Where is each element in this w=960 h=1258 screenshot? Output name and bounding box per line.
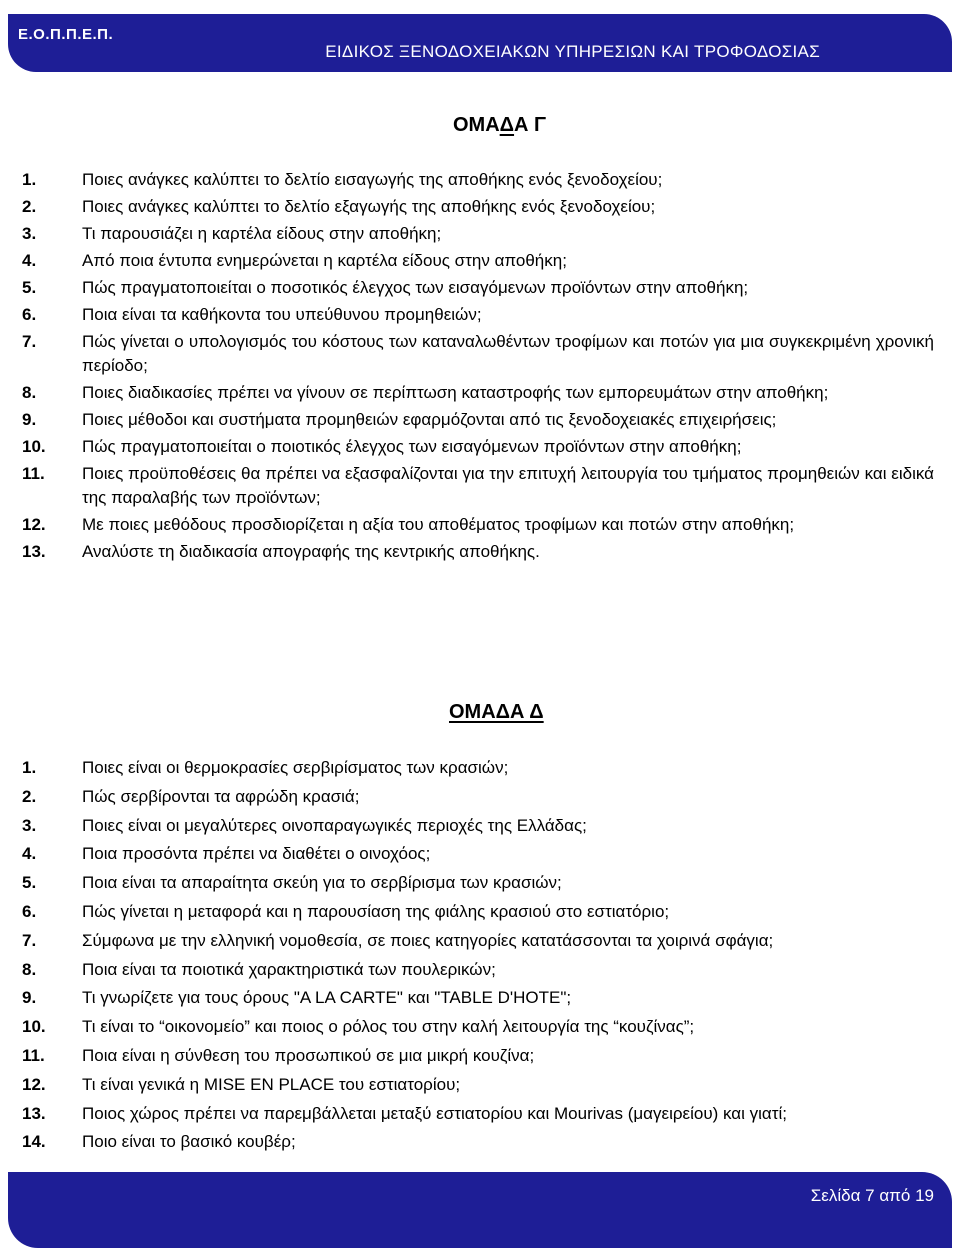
question-item [22, 303, 934, 327]
question-item [22, 900, 934, 924]
group-d-title: ΟΜΑΔΑ Δ [449, 701, 544, 723]
question-item [22, 249, 934, 273]
question-item [22, 1073, 934, 1097]
question-item [22, 1015, 934, 1039]
question-text: Με ποιες μεθόδους προσδιορίζεται η αξία του αποθέματος τροφίμων και ποτών στην αποθήκη; [82, 515, 795, 534]
question-text: Ποιο είναι το βασικό κουβέρ; [82, 1132, 296, 1152]
question-text: Ποια προσόντα πρέπει να διαθέτει ο οινοχόος; [82, 844, 431, 864]
question-number: 11. [22, 464, 45, 483]
question-text: Ποια είναι τα απαραίτητα σκεύη για το σερβίρισμα των κρασιών; [82, 873, 562, 893]
group-g-title-prefix: ΟΜΑ [453, 114, 500, 136]
question-item [22, 462, 934, 510]
question-number: 4. [22, 251, 37, 270]
question-item [22, 168, 934, 192]
question-text: Ποιος χώρος πρέπει να παρεμβάλλεται μεταξύ εστιατορίου και Mourivas (μαγειρείου) και γιατί; [82, 1103, 787, 1123]
question-text: Ποιες μέθοδοι και συστήματα προμηθειών εφαρμόζονται από τις ξενοδοχειακές επιχειρήσεις; [82, 410, 777, 429]
question-text: Ποιες ανάγκες καλύπτει το δελτίο εισαγωγής της αποθήκης ενός ξενοδοχείου; [82, 170, 663, 189]
question-number: 14. [22, 1132, 46, 1152]
question-text: Από ποια έντυπα ενημερώνεται η καρτέλα είδους στην αποθήκη; [82, 251, 567, 270]
question-text: Ποια είναι η σύνθεση του προσωπικού σε μια μικρή κουζίνα; [82, 1045, 535, 1065]
question-number: 12. [22, 1074, 46, 1094]
question-text: Τι είναι γενικά η MISE EN PLACE του εστιατορίου; [82, 1074, 461, 1094]
question-text: Πώς γίνεται ο υπολογισμός του κόστους των καταναλωθέντων τροφίμων και ποτών για μια συγκεκριμένη χρονική περίοδο; [82, 332, 934, 375]
question-number: 3. [22, 224, 37, 243]
question-item [22, 1102, 934, 1126]
question-text: Σύμφωνα με την ελληνική νομοθεσία, σε ποιες κατηγορίες κατατάσσονται τα χοιρινά σφάγια; [82, 930, 774, 950]
question-number: 4. [22, 844, 37, 864]
question-number: 2. [22, 786, 37, 806]
group-d-question-list [22, 756, 934, 1159]
question-number: 6. [22, 901, 37, 921]
org-name: Ε.Ο.Π.Π.Ε.Π. [18, 26, 114, 43]
question-text: Ποιες είναι οι θερμοκρασίες σερβιρίσματος των κρασιών; [82, 758, 509, 777]
question-number: 1. [22, 758, 37, 777]
question-item [22, 958, 934, 982]
question-number: 1. [22, 170, 37, 189]
question-number: 7. [22, 332, 37, 351]
question-item [22, 929, 934, 953]
question-item [22, 435, 934, 459]
question-item [22, 1044, 934, 1068]
question-text: Αναλύστε τη διαδικασία απογραφής της κεντρικής αποθήκης. [82, 542, 540, 561]
specialty-title: ΕΙΔΙΚΟΣ ΞΕΝΟΔΟΧΕΙΑΚΩΝ ΥΠΗΡΕΣΙΩΝ ΚΑΙ ΤΡΟΦΟΔΟΣΙΑΣ [325, 42, 820, 61]
question-item [22, 842, 934, 866]
question-number: 2. [22, 197, 37, 216]
question-text: Ποιες προϋποθέσεις θα πρέπει να εξασφαλίζονται για την επιτυχή λειτουργία του τμήματος προμηθειών και ειδικά της παραλαβής των προϊόντων; [82, 464, 934, 507]
page-number: Σελίδα 7 από 19 [810, 1186, 934, 1205]
question-number: 3. [22, 815, 37, 835]
question-number: 13. [22, 1103, 46, 1123]
question-text: Τι γνωρίζετε για τους όρους "A LA CARTE" και "TABLE D'HOTE"; [82, 988, 572, 1008]
question-item [22, 513, 934, 537]
group-g-title-underlined: Δ [499, 114, 515, 136]
question-number: 12. [22, 515, 46, 534]
question-item [22, 381, 934, 405]
question-text: Τι είναι το “οικονομείο” και ποιος ο ρόλος του στην καλή λειτουργία της “κουζίνας”; [82, 1017, 695, 1037]
question-number: 10. [22, 437, 46, 456]
question-item [22, 785, 934, 809]
question-text: Πώς πραγματοποιείται ο ποιοτικός έλεγχος των εισαγόμενων προϊόντων στην αποθήκη; [82, 437, 742, 456]
question-number: 5. [22, 278, 37, 297]
question-item [22, 540, 934, 564]
question-item [22, 1130, 934, 1154]
question-item [22, 408, 934, 432]
question-text: Ποιες είναι οι μεγαλύτερες οινοπαραγωγικές περιοχές της Ελλάδας; [82, 815, 587, 835]
question-number: 9. [22, 410, 37, 429]
question-text: Πώς σερβίρονται τα αφρώδη κρασιά; [82, 786, 360, 806]
group-g-title-suffix: Α Γ [514, 114, 547, 136]
question-number: 10. [22, 1017, 46, 1037]
question-number: 9. [22, 988, 37, 1008]
footer-bar [8, 1172, 952, 1248]
question-item [22, 330, 934, 378]
question-item [22, 222, 934, 246]
question-number: 8. [22, 959, 37, 979]
question-text: Ποια είναι τα καθήκοντα του υπεύθυνου προμηθειών; [82, 305, 482, 324]
question-number: 5. [22, 873, 37, 893]
question-item [22, 986, 934, 1010]
question-text: Πώς πραγματοποιείται ο ποσοτικός έλεγχος των εισαγόμενων προϊόντων στην αποθήκη; [82, 278, 749, 297]
question-text: Τι παρουσιάζει η καρτέλα είδους στην αποθήκη; [82, 224, 442, 243]
question-number: 6. [22, 305, 37, 324]
question-text: Πώς γίνεται η μεταφορά και η παρουσίαση της φιάλης κρασιού στο εστιατόριο; [82, 901, 670, 921]
question-number: 11. [22, 1045, 45, 1065]
question-number: 8. [22, 383, 37, 402]
question-item [22, 814, 934, 838]
question-item [22, 871, 934, 895]
question-item [22, 195, 934, 219]
question-text: Ποια είναι τα ποιοτικά χαρακτηριστικά των πουλερικών; [82, 959, 496, 979]
question-text: Ποιες ανάγκες καλύπτει το δελτίο εξαγωγής της αποθήκης ενός ξενοδοχείου; [82, 197, 656, 216]
question-item [22, 756, 934, 780]
question-number: 7. [22, 930, 37, 950]
question-item [22, 276, 934, 300]
group-g-title [453, 114, 546, 137]
question-number: 13. [22, 542, 46, 561]
group-g-question-list [22, 168, 934, 567]
question-text: Ποιες διαδικασίες πρέπει να γίνουν σε περίπτωση καταστροφής των εμπορευμάτων στην αποθήκη; [82, 383, 829, 402]
